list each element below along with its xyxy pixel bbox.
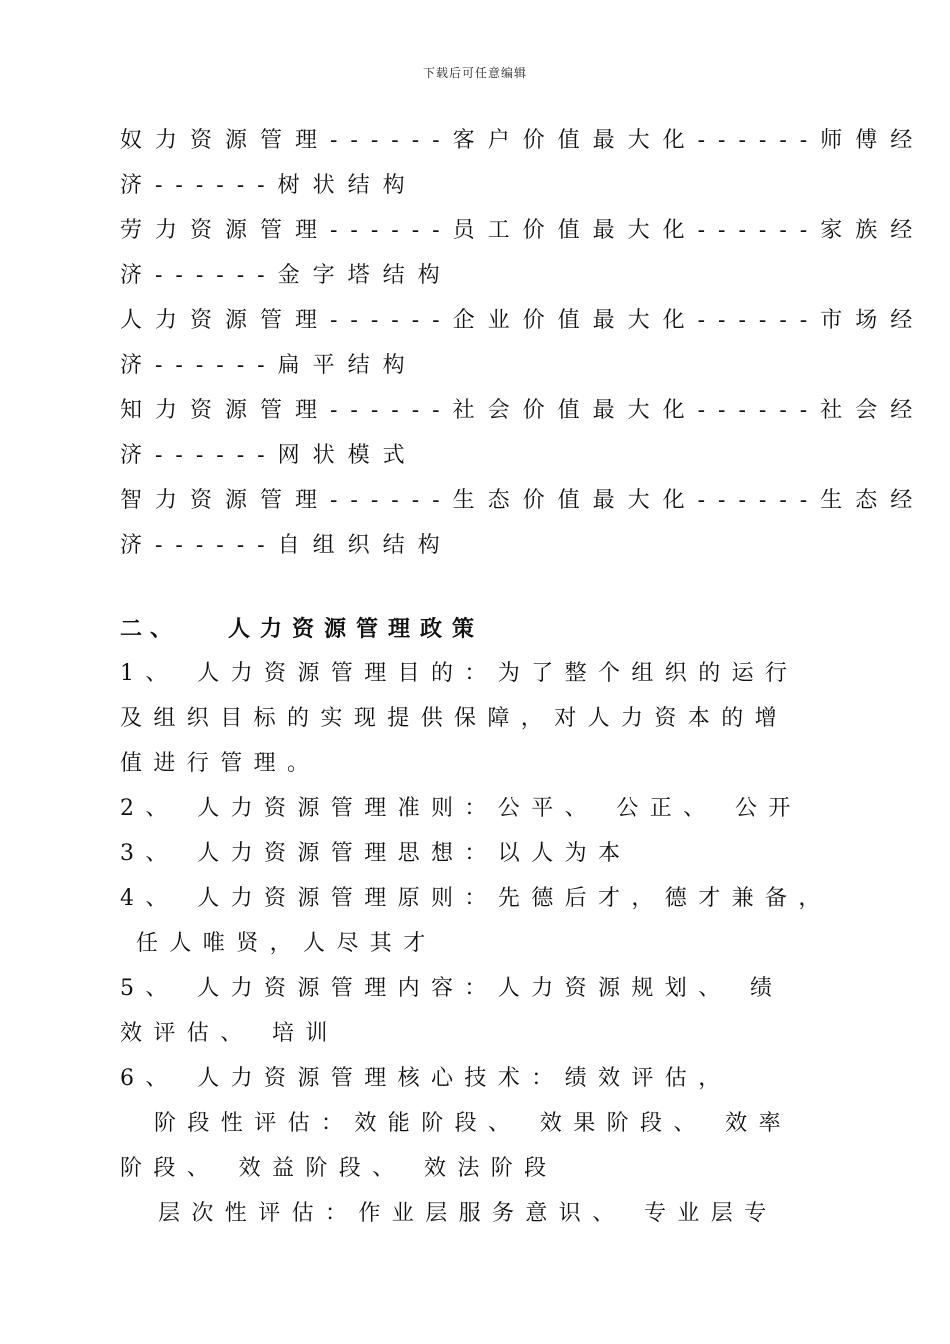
text-line: 阶段性评估：效能阶段、 效果阶段、 效率 bbox=[154, 1111, 792, 1136]
text-line: 2、 人力资源管理准则：公平、 公正、 公开 bbox=[120, 796, 802, 821]
text-line: 5、 人力资源管理内容：人力资源规划、 绩 bbox=[120, 976, 784, 1001]
text-line: 任人唯贤，人尽其才 bbox=[136, 931, 437, 956]
paragraph-gap bbox=[120, 572, 840, 610]
text-line: 济------扁平结构 bbox=[120, 353, 418, 378]
text-line: 济------自组织结构 bbox=[120, 533, 453, 558]
page-header: 下载后可任意编辑 bbox=[422, 66, 527, 80]
text-line: 智力资源管理------生态价值最大化------生态经 bbox=[120, 488, 926, 513]
section-title: 人力资源管理政策 bbox=[228, 616, 485, 642]
text-line: 4、 人力资源管理原则：先德后才，德才兼备， bbox=[120, 886, 832, 911]
text-line: 人力资源管理------企业价值最大化------市场经 bbox=[120, 308, 926, 333]
text-line: 济------树状结构 bbox=[120, 173, 418, 198]
document-body bbox=[120, 122, 926, 1240]
text-line: 6、 人力资源管理核心技术：绩效评估， bbox=[120, 1066, 732, 1091]
section-heading bbox=[120, 610, 840, 655]
section-number: 二、 bbox=[120, 616, 181, 642]
text-line: 奴力资源管理------客户价值最大化------师傅经 bbox=[120, 128, 926, 153]
text-line: 劳力资源管理------员工价值最大化------家族经 bbox=[120, 218, 926, 243]
text-line: 济------网状模式 bbox=[120, 443, 418, 468]
text-line: 阶段、 效益阶段、 效法阶段 bbox=[120, 1156, 558, 1181]
text-line: 值进行管理。 bbox=[120, 751, 321, 776]
text-line: 知力资源管理------社会价值最大化------社会经 bbox=[120, 398, 926, 423]
text-line: 济------金字塔结构 bbox=[120, 263, 453, 288]
text-line: 及组织目标的实现提供保障，对人力资本的增 bbox=[120, 706, 789, 731]
text-line: 3、 人力资源管理思想：以人为本 bbox=[120, 841, 632, 866]
text-line: 1、 人力资源管理目的：为了整个组织的运行 bbox=[120, 661, 799, 686]
text-line: 效评估、 培训 bbox=[120, 1021, 339, 1046]
text-line: 层次性评估：作业层服务意识、 专业层专 bbox=[158, 1201, 778, 1226]
